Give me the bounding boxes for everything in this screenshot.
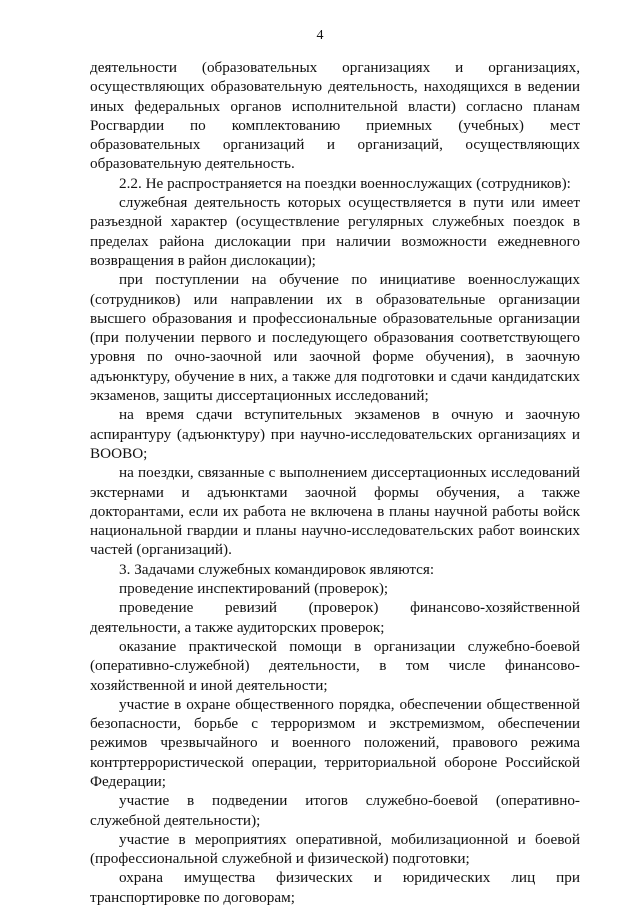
paragraph-7: 3. Задачами служебных командировок являются: xyxy=(119,560,435,578)
paragraph-4: при поступлении на обучение по инициативе военнослужащих (сотрудников) или направлении их в образовательные организации высшего образования и профессиональные образовательные организации (при получении первого и последующего образования соответствующего уровня по очно-заочной или заочной форме обучения), в заочную адъюнктуру, обучение в них, а также для подготовки и сдачи кандидатских экзаменов, защиты диссертационных исследований; xyxy=(90,271,580,405)
paragraph-5: на время сдачи вступительных экзаменов в очную и заочную аспирантуру (адъюнктуру) при научно-исследовательских организациях и ВООВО; xyxy=(90,406,580,462)
paragraph-3: служебная деятельность которых осуществляется в пути или имеет разъездной характер (осуществление регулярных служебных поездок в пределах района дислокации при наличии возможности ежедневного возвращения в район дислокации); xyxy=(90,194,580,269)
document-body xyxy=(90,58,580,907)
paragraph-12: участие в подведении итогов служебно-боевой (оперативно-служебной деятельности); xyxy=(90,792,580,829)
paragraph-6: на поездки, связанные с выполнением диссертационных исследований экстернами и адъюнктами заочной формы обучения, а также докторантами, если их работа не включена в планы научной работы войск национальной гвардии и планы научно-исследовательских работ воинских частей (организаций). xyxy=(90,464,580,559)
paragraph-13: участие в мероприятиях оперативной, мобилизационной и боевой (профессиональной служебной и физической) подготовки; xyxy=(90,830,580,868)
paragraph-9: проведение ревизий (проверок) финансово-хозяйственной деятельности, а также аудиторских проверок; xyxy=(90,599,580,636)
paragraph-2: 2.2. Не распространяется на поездки военнослужащих (сотрудников): xyxy=(119,174,571,192)
paragraph-14: охрана имущества физических и юридических лиц при транспортировке по договорам; xyxy=(90,869,580,906)
paragraph-8: проведение инспектирований (проверок); xyxy=(119,580,389,598)
paragraph-1: деятельности (образовательных организациях и организациях, осуществляющих образовательную деятельность, находящихся в ведении иных федеральных органов исполнительной власти) согласно планам Росгвардии по комплектованию приемных (учебных) мест образовательных организаций и организаций, осуществляющих образовательную деятельность. xyxy=(90,59,580,173)
page-number: 4 xyxy=(316,28,324,43)
paragraph-11: участие в охране общественного порядка, обеспечении общественной безопасности, борьбе с терроризмом и экстремизмом, обеспечении режимов чрезвычайного и военного положений, правового режима контртеррористической операции, территориальной обороне Российской Федерации; xyxy=(90,695,580,790)
paragraph-10: оказание практической помощи в организации служебно-боевой (оперативно-служебной) деятельности, в том числе финансово-хозяйственной и иной деятельности; xyxy=(90,637,580,694)
